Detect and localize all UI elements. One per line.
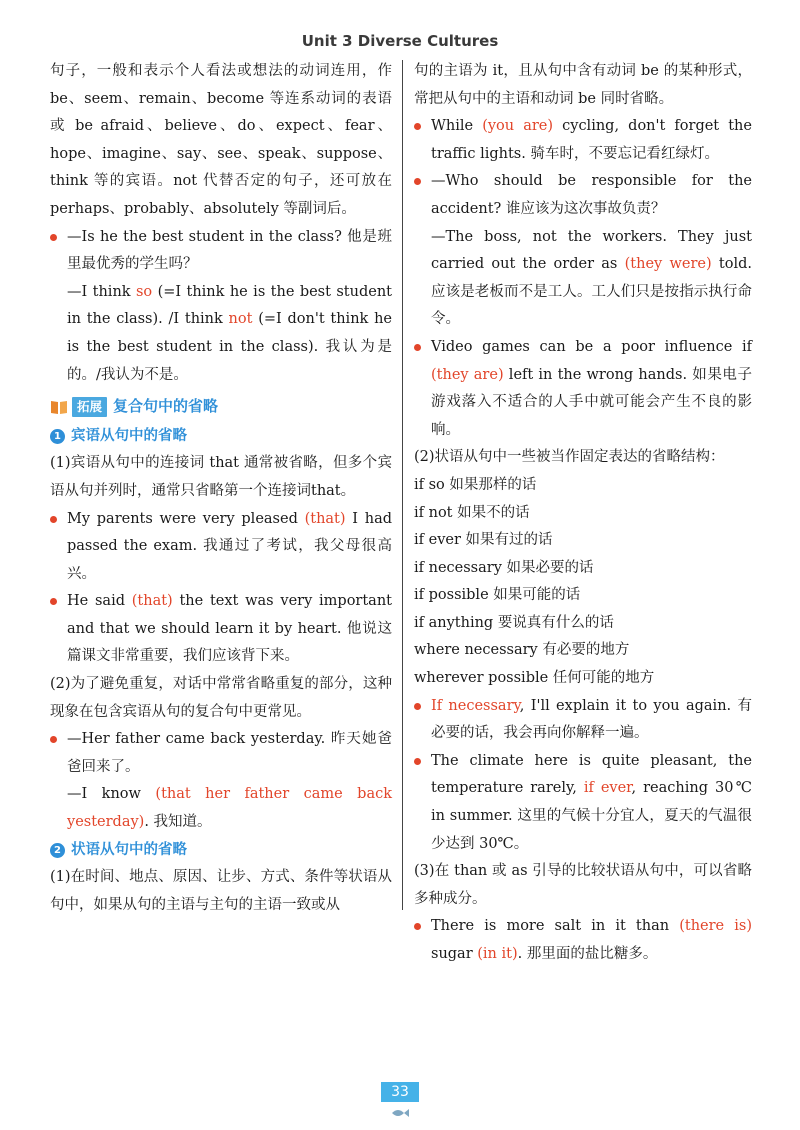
list-item: if necessary 如果必要的话 (414, 559, 594, 576)
example-answer: —I know (that her father came back yesterday). 我知道。 (67, 786, 392, 831)
number-2-icon: 2 (50, 843, 65, 858)
list-item: wherever possible 任何可能的地方 (414, 670, 655, 687)
example-item (50, 224, 392, 390)
bullet-icon (50, 736, 57, 743)
subsection-title: 宾语从句中的省略 (71, 427, 187, 444)
list-item: if so 如果那样的话 (414, 476, 537, 493)
example-item: He said (that) the text was very important and that we should learn it by heart. 他说这篇课文非常重要，我们应该背下来。 (50, 588, 392, 671)
example-answer: —The boss, not the workers. They just carried out the order as (they were) told. 应该是老板而不是工人。工人们只是按指示执行命令。 (431, 228, 753, 328)
example-item: The climate here is quite pleasant, the temperature rarely, if ever, reaching 30℃ in summer. 这里的气候十分宜人，夏天的气温很少达到 30℃。 (414, 748, 752, 858)
subsection-heading (50, 837, 392, 865)
bullet-icon (414, 344, 421, 351)
example-question: —Is he the best student in the class? 他是班里最优秀的学生吗？ (67, 228, 392, 273)
subsection-title: 状语从句中的省略 (71, 841, 187, 858)
bullet-icon (50, 598, 57, 605)
fixed-expression-list (414, 472, 752, 693)
list-item: if anything 要说真有什么的话 (414, 614, 614, 631)
number-1-icon: 1 (50, 429, 65, 444)
example-answer: —I think so (=I think he is the best student in the class). /I think not (=I don't think he is the best student in the class). 我认为是的。/我认为不是。 (67, 283, 392, 383)
example-item: There is more salt in it than (there is) sugar (in it). 那里面的盐比糖多。 (414, 913, 752, 968)
example-question: —Who should be responsible for the accident? 谁应该为这次事故负责？ (431, 173, 752, 217)
bullet-icon (414, 758, 421, 765)
list-item: if not 如果不的话 (414, 504, 530, 521)
section-title: 复合句中的省略 (113, 397, 219, 416)
list-item: where necessary 有必要的地方 (414, 642, 630, 659)
expand-section-heading (50, 393, 392, 421)
paragraph: (1)在时间、地点、原因、让步、方式、条件等状语从句中，如果从句的主语与主句的主语一致或从 (50, 869, 392, 913)
example-item: While (you are) cycling, don't forget the traffic lights. 骑车时，不要忘记看红绿灯。 (414, 113, 752, 168)
bullet-icon (50, 516, 57, 523)
example-item: Video games can be a poor influence if (they are) left in the wrong hands. 如果电子游戏落入不适合的人手中就可能会产生不良的影响。 (414, 334, 752, 444)
example-item: My parents were very pleased (that) I had passed the exam. 我通过了考试，我父母很高兴。 (50, 506, 392, 589)
paragraph: (2)状语从句中一些被当作固定表达的省略结构： (414, 449, 725, 466)
list-item: if ever 如果有过的话 (414, 532, 553, 549)
example-question: —Her father came back yesterday. 昨天她爸爸回来了。 (67, 731, 392, 775)
example-item (50, 726, 392, 836)
paragraph: (2)为了避免重复，对话中常常省略重复的部分，这种现象在包含宾语从句的复合句中更常见。 (50, 676, 392, 720)
list-item: if possible 如果可能的话 (414, 587, 581, 604)
example-item (414, 168, 752, 334)
book-icon (50, 399, 68, 415)
bullet-icon (414, 923, 421, 930)
running-header: Unit 3 Diverse Cultures (301, 32, 499, 50)
paragraph: (1)宾语从句中的连接词 that 通常被省略，但多个宾语从句并列时，通常只省略第一个连接词that。 (50, 455, 392, 499)
page-number: 33 (381, 1082, 419, 1102)
bullet-icon (414, 123, 421, 130)
bullet-icon (50, 234, 57, 241)
left-column (50, 58, 392, 919)
bullet-icon (414, 178, 421, 185)
bullet-icon (414, 703, 421, 710)
subsection-heading (50, 423, 392, 451)
expand-tag: 拓展 (72, 397, 107, 417)
column-divider (402, 60, 403, 910)
paragraph: (3)在 than 或 as 引导的比较状语从句中，可以省略多种成分。 (414, 863, 752, 907)
example-item: If necessary, I'll explain it to you again. 有必要的话，我会再向你解释一遍。 (414, 693, 752, 748)
fish-icon (390, 1106, 410, 1120)
paragraph: 句的主语为 it，且从句中含有动词 be 的某种形式，常把从句中的主语和动词 be 同时省略。 (414, 63, 752, 107)
paragraph: 句子，一般和表示个人看法或想法的动词连用，作be、seem、remain、become 等连系动词的表语或 be afraid、believe、do、expect、fear、hope、imagine、say、see、speak、suppose、think 等的宾语。not 代替否定的句子，还可放在 perhaps、probably、absolutely 等副词后。 (50, 63, 392, 217)
right-column (414, 58, 752, 969)
